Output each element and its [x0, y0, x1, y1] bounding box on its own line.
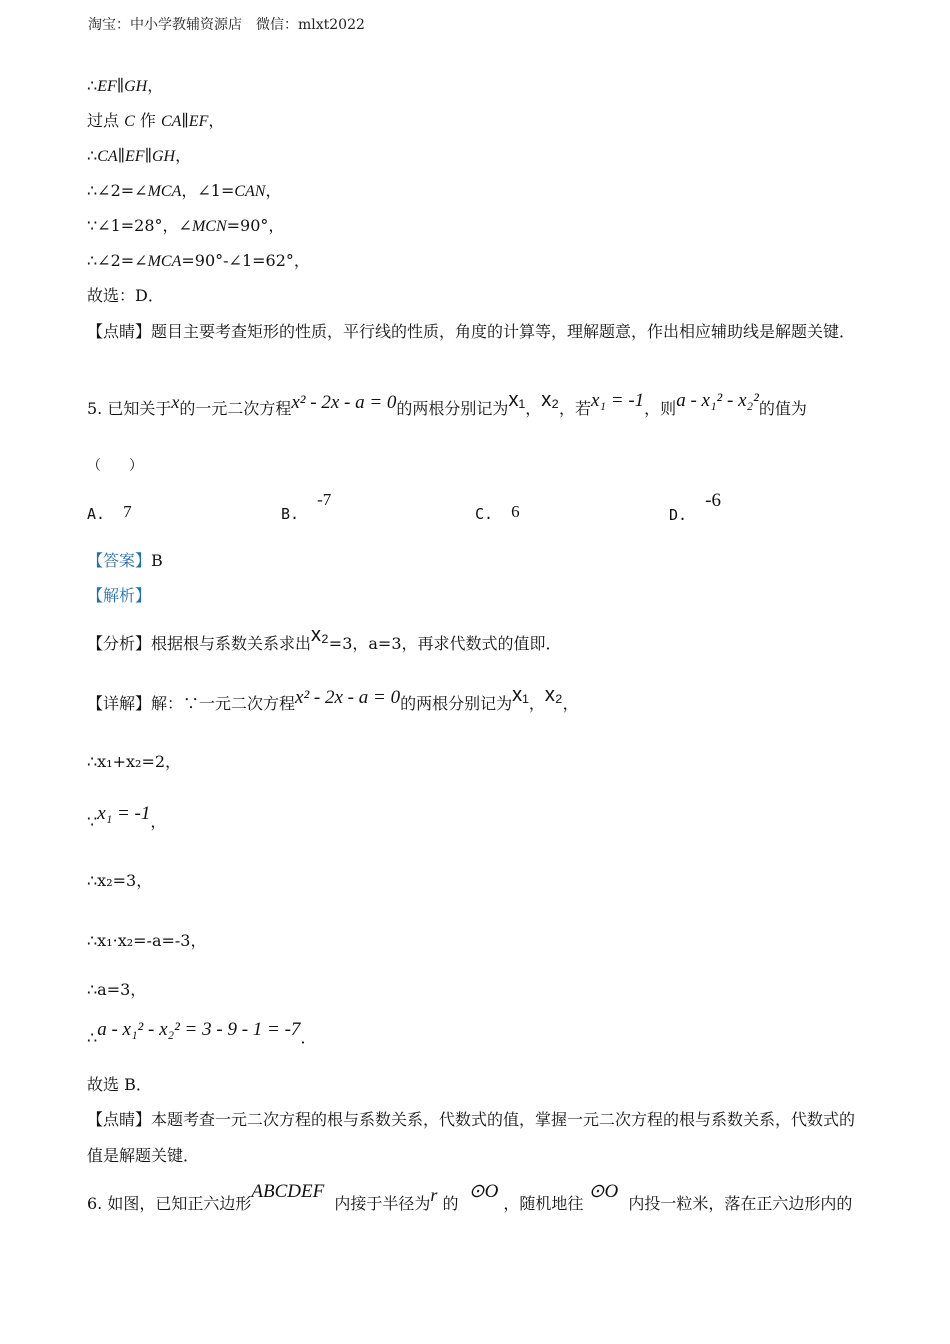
- analysis-tag: 【解析】: [87, 586, 152, 605]
- solution-line-3: ∴CA∥EF∥GH，: [87, 146, 192, 165]
- q6-mid2: 的: [442, 1194, 459, 1213]
- option-c-letter: C.: [475, 505, 494, 523]
- option-a-letter: A.: [87, 505, 106, 523]
- q5-mid3: ，若: [558, 399, 591, 418]
- xiangjie-x1: x₁: [512, 684, 529, 706]
- step-sum: ∴x₁+x₂=2，: [87, 752, 182, 771]
- answer-tag: 【答案】: [87, 551, 152, 570]
- q6-suffix: 内投一粒米，落在正六边形内的: [628, 1194, 853, 1213]
- xiangjie-tag: 【详解】: [87, 694, 152, 713]
- xiangjie-text3: ，: [562, 694, 579, 713]
- fenxi-text1: 根据根与系数关系求出: [151, 634, 312, 653]
- option-d-letter: D.: [669, 506, 688, 524]
- step-result: [87, 1019, 317, 1048]
- answer-line: [87, 551, 163, 571]
- option-c: [475, 504, 520, 524]
- q5-x2: x₂: [541, 389, 559, 411]
- option-d-value: -6: [705, 490, 721, 511]
- q6-circle-2: ⊙O: [588, 1181, 619, 1202]
- step-a: ∴a=3，: [87, 980, 147, 999]
- solution-line-6: ∴∠2=∠MCA=90°-∠1=62°，: [87, 251, 310, 270]
- step-x2: ∴x₂=3，: [87, 871, 153, 890]
- q6-mid3: ，随机地往: [503, 1194, 584, 1213]
- option-b: [281, 490, 332, 524]
- q5-mid1: 的一元二次方程: [179, 399, 292, 418]
- comment-paragraph-1: 【点睛】题目主要考查矩形的性质，平行线的性质，角度的计算等，理解题意，作出相应辅助线是解题关键．: [87, 322, 856, 341]
- step-result-expression: a - x₁² - x₂² = 3 - 9 - 1 = -7: [97, 1019, 301, 1040]
- q5-condition: x₁ = -1: [590, 390, 645, 411]
- fenxi-x2: x₂: [311, 624, 329, 646]
- option-c-value: 6: [511, 502, 520, 521]
- fenxi-text2: =3，a=3，再求代数式的值即．: [328, 634, 562, 653]
- step-x1-because: ∵: [87, 812, 98, 831]
- solution-line-5: ∵∠1=28°，∠MCN=90°，: [87, 216, 285, 235]
- fenxi-tag: 【分析】: [87, 634, 152, 653]
- choice-line: 故选：D．: [87, 286, 164, 305]
- xiangjie-line: 【详解】解：∵一元二次方程x² - 2x - a = 0的两根分别记为x₁，x₂，: [87, 684, 579, 713]
- step-result-period: ．: [300, 1028, 317, 1047]
- step-result-therefore: ∴: [87, 1028, 98, 1047]
- solution-line-2: 过点 C 作 CA∥EF，: [87, 111, 225, 130]
- question-5-stem: 5. 已知关于x的一元二次方程x² - 2x - a = 0的两根分别记为x₁，x₂，若x₁ = -1，则a - x₁² - x₂²的值为: [87, 389, 807, 418]
- solution-line-1: ∴EF∥GH，: [87, 76, 164, 95]
- step-x1-comma: ，: [150, 812, 167, 831]
- solution-line-4: ∴∠2=∠MCA，∠1=CAN，: [87, 181, 282, 200]
- q5-paren: （ ）: [87, 458, 143, 474]
- q5-expression: a - x₁² - x₂²: [676, 390, 759, 411]
- option-d: [669, 490, 721, 526]
- q5-mid4: ，则: [644, 399, 677, 418]
- xiangjie-equation: x² - 2x - a = 0: [295, 687, 401, 708]
- q6-hexagon: ABCDEF: [251, 1181, 325, 1202]
- xiangjie-x2: x₂: [544, 684, 563, 706]
- question-6-stem: [87, 1181, 853, 1214]
- page-header: 淘宝：中小学教辅资源店 微信：mlxt2022: [88, 17, 365, 33]
- option-a: [87, 504, 132, 524]
- q6-mid1: 内接于半径为: [334, 1194, 431, 1213]
- option-a-value: 7: [123, 502, 132, 521]
- answer-value: B: [151, 551, 163, 570]
- q6-circle: ⊙O: [468, 1181, 499, 1202]
- q6-radius: r: [430, 1185, 438, 1205]
- comment-paragraph-2: 【点睛】本题考查一元二次方程的根与系数关系，代数式的值，掌握一元二次方程的根与系数关系，代数式的值是解题关键．: [87, 1110, 856, 1165]
- q5-x1: x₁: [508, 389, 526, 411]
- choice-b-line: 故选 B．: [87, 1075, 152, 1094]
- option-b-value: -7: [317, 490, 332, 509]
- option-b-letter: B.: [281, 505, 300, 523]
- step-x1-value: x₁ = -1: [97, 803, 151, 824]
- xiangjie-text2: 的两根分别记为: [400, 694, 513, 713]
- step-x1: [87, 803, 167, 832]
- fenxi-line: [87, 624, 562, 654]
- q5-prefix: 5. 已知关于: [87, 399, 172, 418]
- q5-mid2: 的两根分别记为: [396, 399, 509, 418]
- q5-equation: x² - 2x - a = 0: [291, 392, 397, 413]
- xiangjie-text1: 解：∵一元二次方程: [151, 694, 296, 713]
- step-product: ∴x₁·x₂=-a=-3，: [87, 931, 207, 950]
- q6-prefix: 6. 如图，已知正六边形: [87, 1194, 252, 1213]
- q5-suffix: 的值为: [758, 399, 807, 418]
- q5-var: x: [171, 392, 180, 412]
